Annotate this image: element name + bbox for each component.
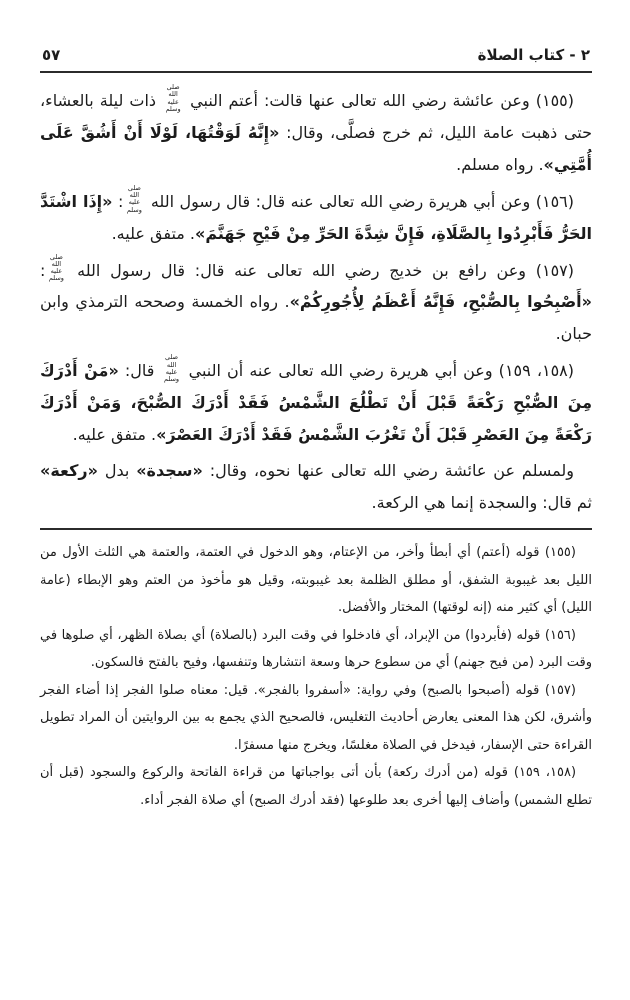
text-run: . متفق عليه. <box>72 425 157 445</box>
text-run: : <box>112 191 124 211</box>
text-run: . متفق عليه. <box>111 223 196 243</box>
text-run: ولمسلم عن عائشة رضي الله تعالى عنها نحوه، وقال: <box>202 461 574 481</box>
text-run: ثم قال: والسجدة إنما هي الركعة. <box>371 493 592 513</box>
text-run: (١٥٧) وعن رافع بن خديج رضي الله تعالى عنه قال: قال رسول الله <box>67 260 574 280</box>
hadith-quote-text: «مَنْ أَدْرَكَ مِنَ الصُّبْحِ رَكْعَةً قَبْلَ أَنْ تَطْلُعَ الشَّمْسُ فَقَدْ أَدْرَكَ الصُّبْحَ، وَمَنْ أَدْرَكَ رَكْعَةً مِنَ العَصْرِ قَبْلَ أَنْ تَغْرُبَ الشَّمْسُ فَقَدْ أَدْرَكَ العَصْرَ» <box>40 361 592 445</box>
prophet-honorific-symbol: صلى الله عليه وسلم <box>165 83 181 113</box>
hadith-paragraph <box>40 185 592 250</box>
hadith-quote-text: «إِنَّهُ لَوَقْتُهَا، لَوْلَا أَنْ أَشُقَّ عَلَى أُمَّتِي» <box>40 122 592 174</box>
hadith-quote-text: «سجدة» <box>136 461 203 481</box>
footnote-paragraph <box>40 677 592 760</box>
prophet-honorific-symbol: صلى الله عليه وسلم <box>126 183 142 214</box>
text-run: (١٥٦) قوله (فأبردوا) من الإبراد، أي فادخلوا في وقت البرد (بالصلاة) أي بصلاة الظهر، أي صلوها في وقت البرد (من فيح جهنم) أي من سطوع حرها وسعة انتشارها وتنفسها، وفيح بالفتح فالسكون. <box>40 627 592 671</box>
text-run: بدل <box>97 461 137 481</box>
hadith-paragraph <box>40 84 592 181</box>
prophet-honorific-symbol: صلى الله عليه وسلم <box>163 353 180 384</box>
text-run: (١٥٨، ١٥٩) قوله (من أدرك ركعة) بأن أتى بواجباتها من قراءة الفاتحة والركوع والسجود (قبل أن تطلع الشمس) وأضاف إليها أخرى بعد طلوعها (فقد أدرك الصبح) أي صلاة الفجر أداء. <box>40 765 592 808</box>
text-run: . رواه الخمسة وصححه الترمذي وابن حبان. <box>40 292 592 344</box>
hadith-quote-text: «أَصْبِحُوا بِالصُّبْحِ، فَإِنَّهُ أَعْظَمُ لِأُجُورِكُمْ» <box>289 292 592 312</box>
footnote-paragraph <box>40 622 592 677</box>
hadith-paragraph <box>40 455 592 519</box>
chapter-title: ٢ - كتاب الصلاة <box>477 46 590 64</box>
hadith-paragraph <box>40 254 592 351</box>
text-run: (١٥٧) قوله (أصبحوا بالصبح) وفي رواية: «أسفروا بالفجر». قيل: معناه صلوا الفجر إذا أضاء الفجر وأشرق، لكن هذا المعنى يعارض أحاديث التغليس، فالصحيح الذي يجمع به بين الروايتين أن المراد تطويل القراءة حتى الإسفار، فيدخل في الصلاة مغلسًا، ويخرج منها مسفرًا. <box>40 682 592 753</box>
text-run: . رواه مسلم. <box>456 154 544 174</box>
footnote-paragraph <box>40 759 592 814</box>
text-run: قال: <box>118 361 161 381</box>
hadith-quote-text: «ركعة» <box>40 461 98 481</box>
text-run: (١٥٥) وعن عائشة رضي الله تعالى عنها قالت: أعتم النبي <box>184 90 574 110</box>
text-run: (١٥٨، ١٥٩) وعن أبي هريرة رضي الله تعالى عنه أن النبي <box>182 361 575 381</box>
text-run: ذات ليلة بالعشاء، حتى ذهبت عامة الليل، ثم خرج فصلَّى، وقال: <box>40 90 592 142</box>
page-header <box>40 46 592 64</box>
text-run: (١٥٥) قوله (أعتم) أي أبطأ وأخر، من الإعتام، وهو الدخول في العتمة، والعتمة هي الثلث الأول من الليل بعد غيبوبة الشفق، أو مطلق الظلمة بعد غيبوبته، وقيل هو مأخوذ من العتم وهو الإبطاء (عامة الليل) أي كثير منه (إنه لوقتها) المختار والأفضل. <box>40 545 592 616</box>
hadith-paragraph <box>40 354 592 451</box>
page-number: ٥٧ <box>42 46 61 64</box>
footnotes-section <box>40 530 592 814</box>
hadith-quote-text: «إِذَا اشْتَدَّ الحَرُّ فَأَبْرِدُوا بِالصَّلَاةِ، فَإِنَّ شِدَّةَ الحَرِّ مِنْ فَيْحِ جَهَنَّمَ» <box>40 191 592 243</box>
prophet-honorific-symbol: صلى الله عليه وسلم <box>48 252 64 283</box>
hadith-text-section <box>40 73 592 519</box>
footnote-paragraph <box>40 539 592 622</box>
text-run: (١٥٦) وعن أبي هريرة رضي الله تعالى عنه قال: قال رسول الله <box>145 191 574 211</box>
text-run: : <box>40 260 46 280</box>
